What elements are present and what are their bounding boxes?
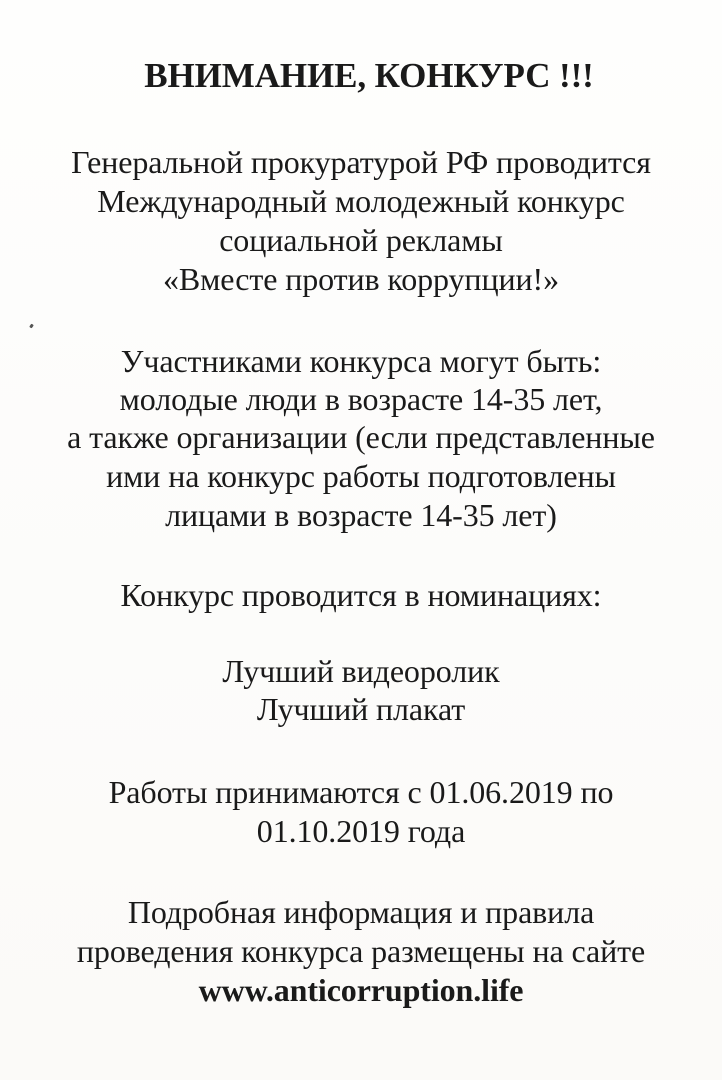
nominations-heading: Конкурс проводится в номинациях:	[120, 577, 602, 613]
dates-line-2: 01.10.2019 года	[256, 813, 466, 849]
dates-line-1: Работы принимаются с 01.06.2019 по	[108, 774, 614, 810]
info-line-1: Подробная информация и правила	[127, 894, 595, 930]
nomination-poster: Лучший плакат	[256, 691, 466, 727]
intro-line-2: Международный молодежный конкурс	[97, 183, 625, 219]
participants-line-4: ими на конкурс работы подготовлены	[106, 458, 616, 494]
website-link: www.anticorruption.life	[198, 972, 524, 1008]
info-line-2: проведения конкурса размещены на сайте	[76, 933, 646, 969]
paper-speck	[29, 324, 34, 329]
participants-line-1: Участниками конкурса могут быть:	[120, 343, 602, 379]
participants-line-2: молодые люди в возрасте 14-35 лет,	[119, 381, 603, 417]
nomination-video: Лучший видеоролик	[222, 653, 500, 689]
intro-line-1: Генеральной прокуратурой РФ проводится	[71, 144, 651, 180]
intro-line-3: социальной рекламы	[219, 222, 503, 258]
notice-title: ВНИМАНИЕ, КОНКУРС !!!	[144, 56, 594, 95]
intro-line-4: «Вместе против коррупции!»	[163, 261, 559, 297]
participants-line-3: а также организации (если представленные	[67, 419, 655, 455]
participants-line-5: лицами в возрасте 14-35 лет)	[165, 497, 557, 533]
